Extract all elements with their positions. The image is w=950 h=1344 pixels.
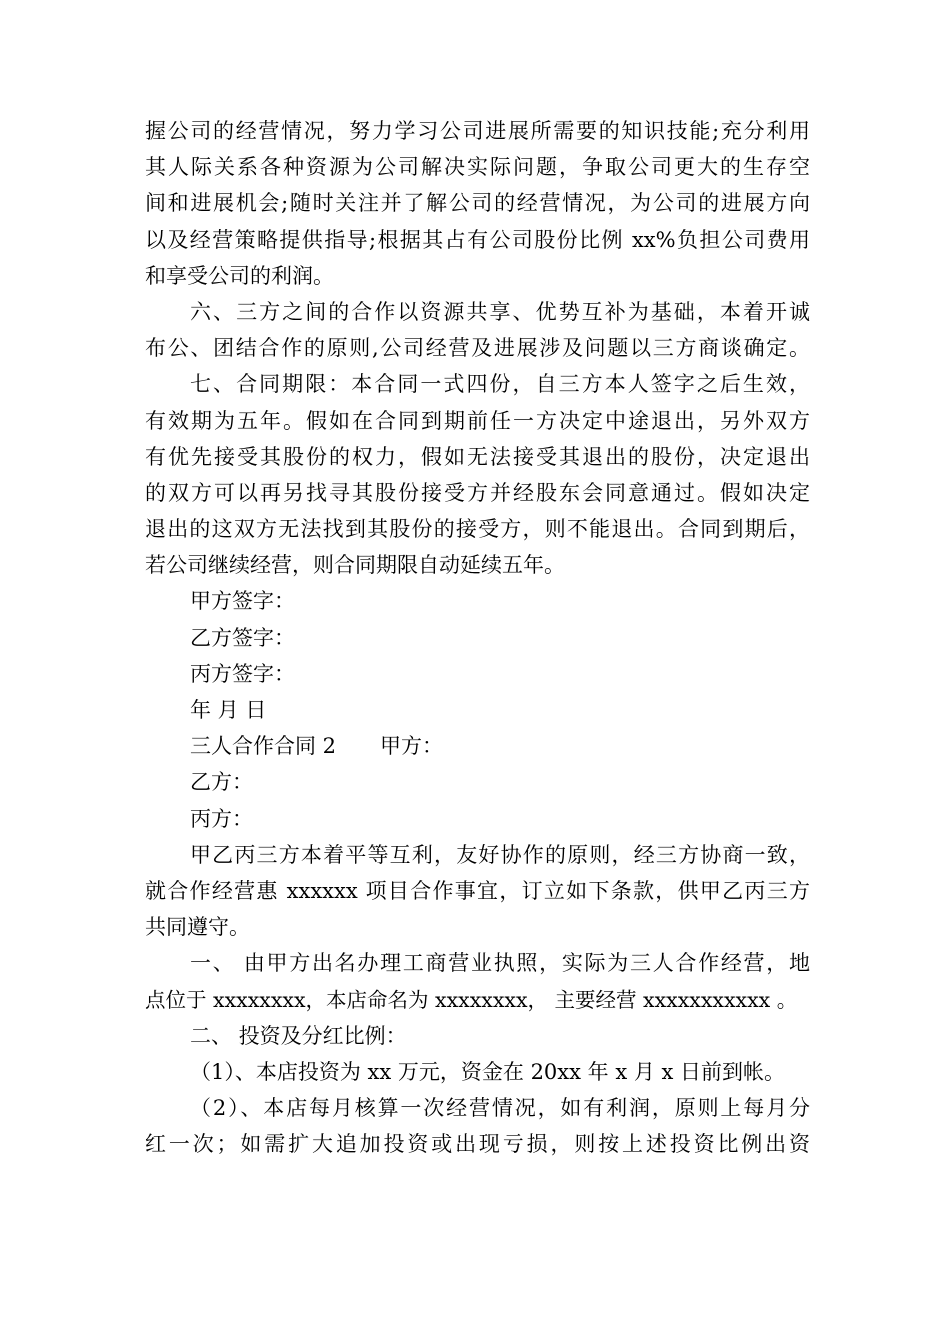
text-line: 其人际关系各种资源为公司解决实际问题，争取公司更大的生存空	[145, 155, 810, 180]
text-line: 就合作经营惠 xxxxxx 项目合作事宜，订立如下条款，供甲乙丙三方	[145, 878, 810, 903]
date-line: 年 月 日	[190, 698, 267, 722]
text-line: 和享受公司的利润。	[145, 263, 334, 288]
text-line: 以及经营策略提供指导;根据其占有公司股份比例 xx%负担公司费用	[145, 227, 810, 252]
party-a-label: 甲方：	[380, 734, 444, 759]
text-line: 有效期为五年。假如在合同到期前任一方决定中途退出，另外双方	[145, 408, 810, 433]
signature-line-a: 甲方签字：	[190, 589, 295, 614]
text-line: 布公、团结合作的原则,公司经营及进展涉及问题以三方商谈确定。	[145, 336, 810, 361]
signature-line-c: 丙方签字：	[190, 661, 295, 686]
party-c-label: 丙方：	[190, 806, 253, 831]
signature-line-b: 乙方签字：	[190, 625, 295, 650]
text-line: （2）、本店每月核算一次经营情况，如有利润，原则上每月分	[190, 1096, 810, 1121]
text-line: 七、合同期限：本合同一式四份，自三方本人签字之后生效，	[190, 372, 810, 397]
text-line: 退出的这双方无法找到其股份的接受方，则不能退出。合同到期后，	[145, 517, 810, 542]
text-line: 红一次；如需扩大追加投资或出现亏损，则按上述投资比例出资	[145, 1132, 810, 1157]
text-line: 若公司继续经营，则合同期限自动延续五年。	[145, 553, 565, 578]
party-b-label: 乙方：	[190, 770, 253, 795]
text-line: 点位于 xxxxxxxx，本店命名为 xxxxxxxx， 主要经营 xxxxxxxxxxx 。	[145, 987, 798, 1012]
text-line: 共同遵守。	[145, 915, 250, 940]
text-line: 间和进展机会;随时关注并了解公司的经营情况，为公司的进展方向	[145, 191, 810, 216]
contract-heading-line	[145, 728, 810, 764]
document-page	[145, 113, 810, 1162]
text-line: 一、 由甲方出名办理工商营业执照，实际为三人合作经营，地	[190, 951, 810, 976]
text-line: 六、三方之间的合作以资源共享、优势互补为基础，本着开诚	[190, 299, 810, 324]
text-line: 握公司的经营情况，努力学习公司进展所需要的知识技能;充分利用	[145, 119, 810, 143]
text-line: 二、 投资及分红比例：	[190, 1023, 407, 1048]
text-line: 有优先接受其股份的权力，假如无法接受其退出的股份，决定退出	[145, 444, 810, 469]
text-line: （1）、本店投资为 xx 万元，资金在 20xx 年 x 月 x 日前到帐。	[190, 1059, 786, 1084]
text-line: 的双方可以再另找寻其股份接受方并经股东会同意通过。假如决定	[145, 480, 810, 505]
contract-title: 三人合作合同 2	[190, 734, 337, 759]
text-line: 甲乙丙三方本着平等互利，友好协作的原则，经三方协商一致，	[190, 842, 810, 867]
